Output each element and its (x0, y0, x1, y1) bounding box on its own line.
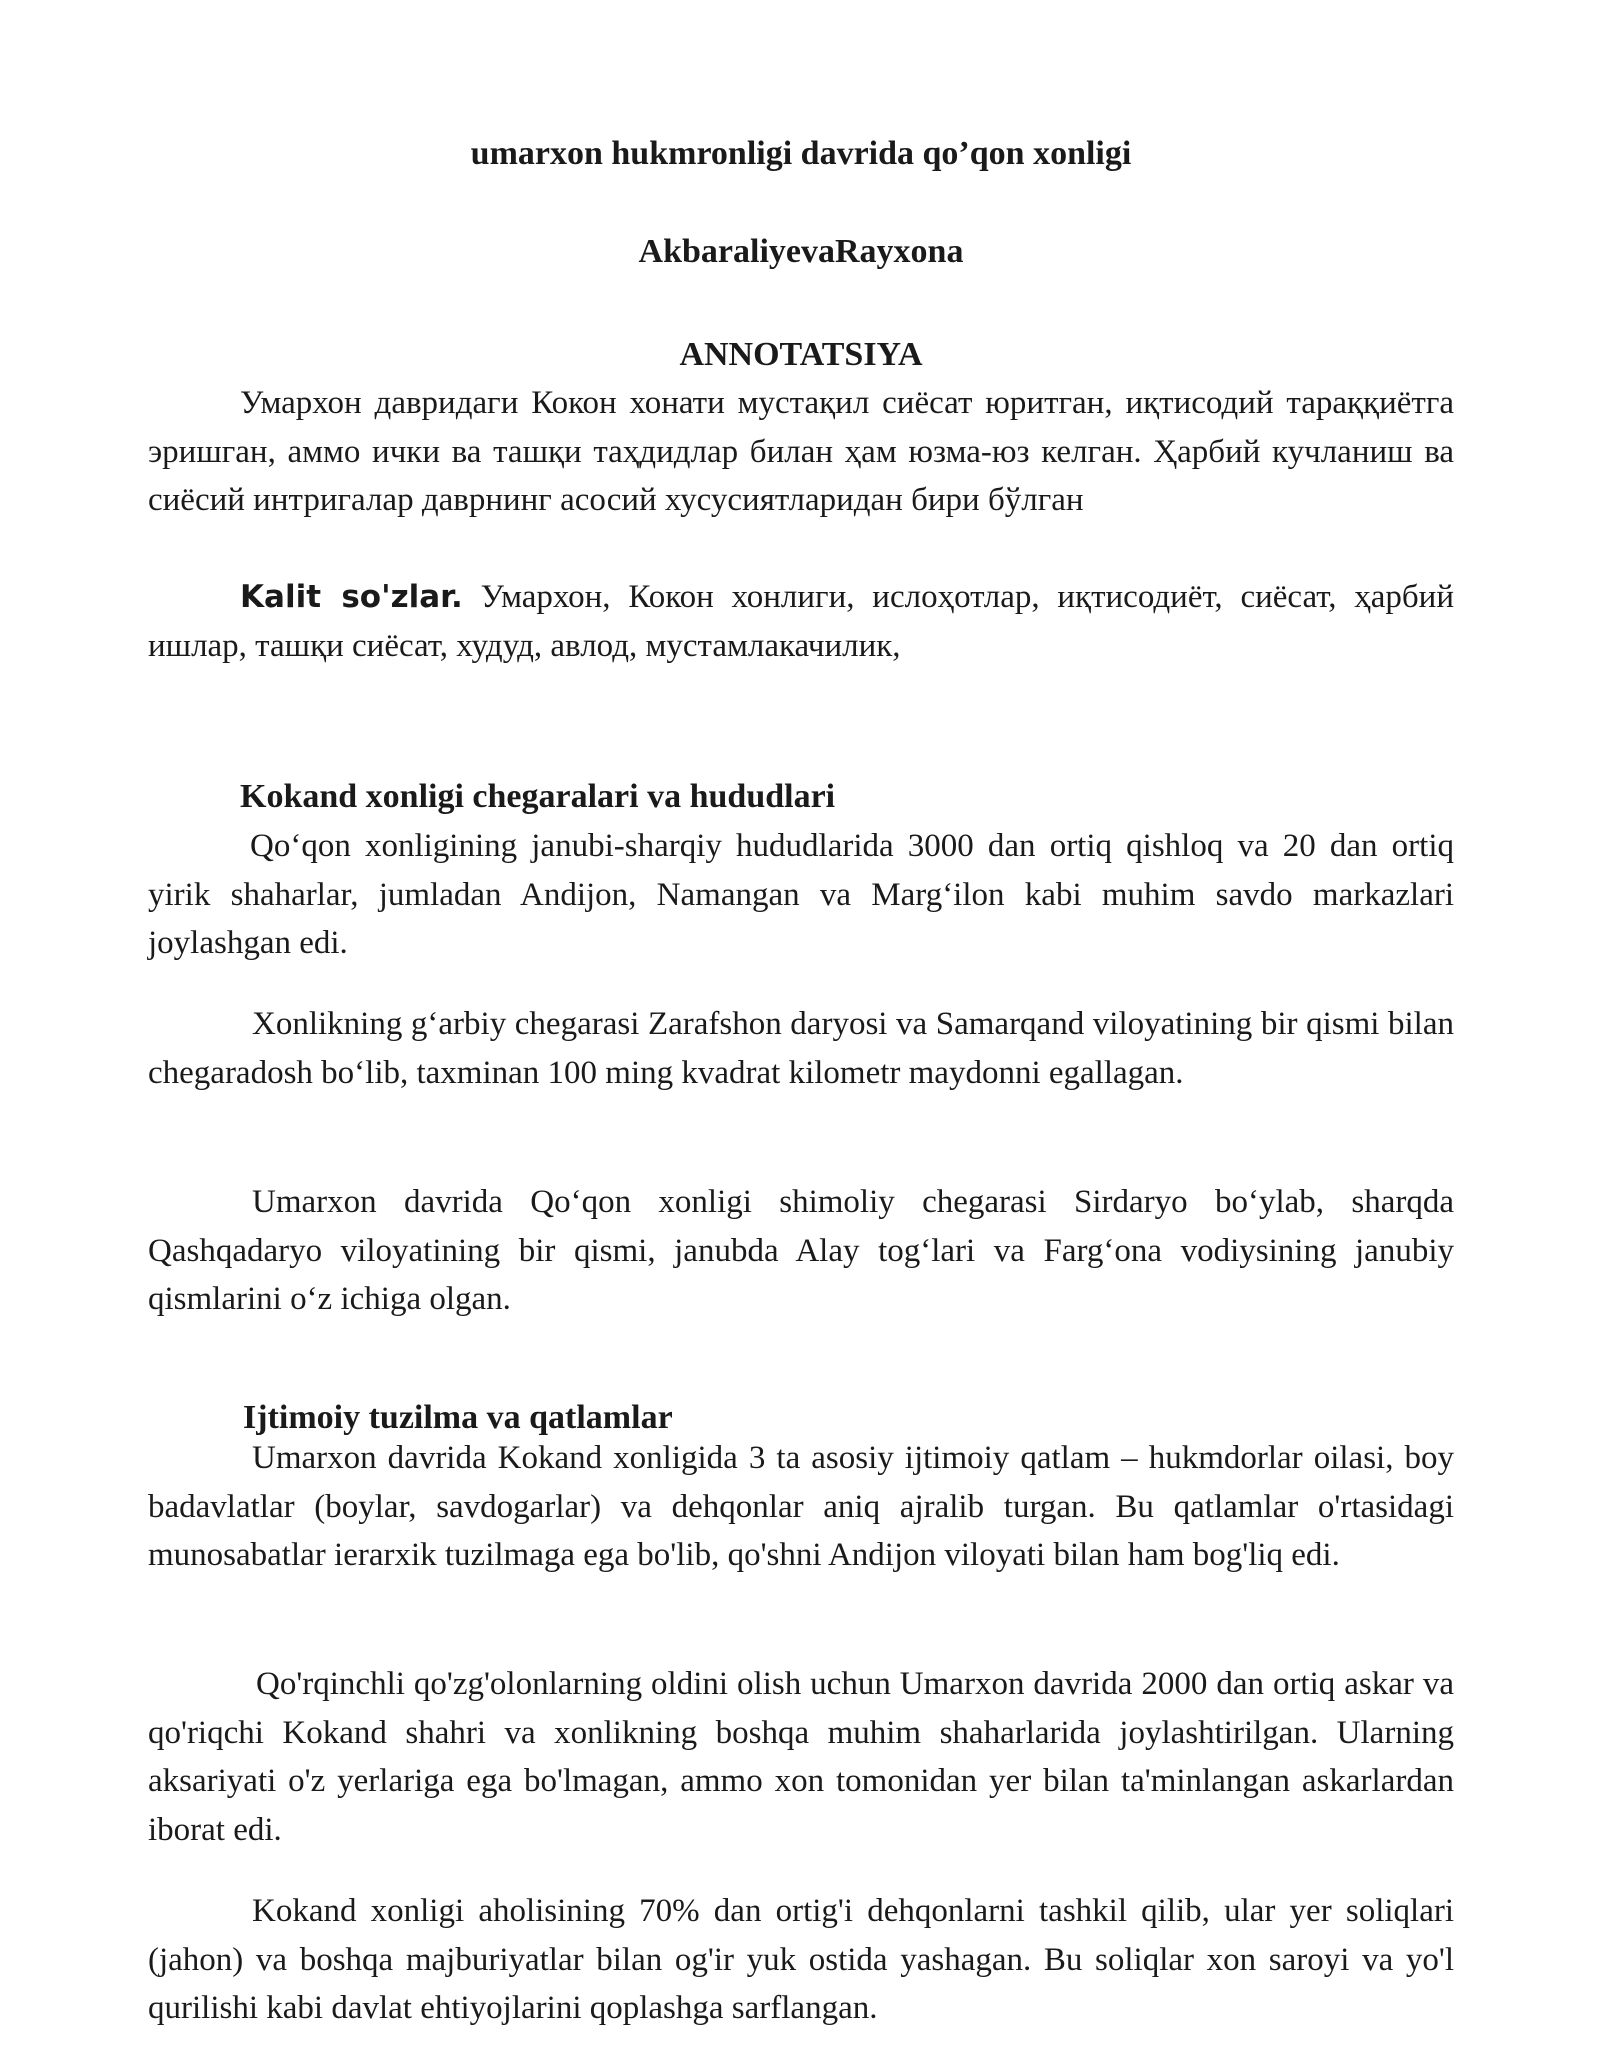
section-heading-social: Ijtimoiy tuzilma va qatlamlar (243, 1399, 673, 1436)
annotation-heading: ANNOTATSIYA (679, 336, 923, 373)
section-heading-borders: Kokand xonligi chegaralari va hududlari (240, 778, 836, 815)
section1-paragraph-3: Umarxon davrida Qo‘qon xonligi shimoliy chegarasi Sirdaryo bo‘ylab, sharqda Qashqadaryo viloyatining bir qismi, janubda Alay tog‘lari va Farg‘ona vodiysining janubiy qismlarini o‘z ichiga olgan. (148, 1184, 1454, 1317)
keywords-text: Умархон, Кокон хонлиги, ислоҳотлар, иқтисодиёт, сиёсат, ҳарбий ишлар, ташқи сиёсат, худуд, авлод, мустамлакачилик, (148, 579, 1454, 664)
keywords-paragraph (148, 573, 1454, 670)
keywords-label: Kalit so'zlar. (240, 579, 463, 615)
annotation-paragraph: Умархон давридаги Кокон хонати мустақил сиёсат юритган, иқтисодий тараққиётга эришган, аммо ички ва ташқи таҳдидлар билан ҳам юзма-юз келган. Ҳарбий кучланиш ва сиёсий интригалар даврнинг асосий хусусиятларидан бири бўлган (148, 385, 1454, 518)
section1-paragraph-2: Xonlikning g‘arbiy chegarasi Zarafshon daryosi va Samarqand viloyatining bir qismi bilan chegaradosh bo‘lib, taxminan 100 ming kvadrat kilometr maydonni egallagan. (148, 1006, 1454, 1091)
section1-paragraph-1: Qo‘qon xonligining janubi-sharqiy hududlarida 3000 dan ortiq qishloq va 20 dan ortiq yirik shaharlar, jumladan Andijon, Namangan va Marg‘ilon kabi muhim savdo markazlari joylashgan edi. (148, 828, 1454, 961)
section2-paragraph-3: Kokand xonligi aholisining 70% dan ortig'i dehqonlarni tashkil qilib, ular yer soliqlari (jahon) va boshqa majburiyatlar bilan og'ir yuk ostida yashagan. Bu soliqlar xon saroyi va yo'l qurilishi kabi davlat ehtiyojlarini qoplashga sarflangan. (148, 1893, 1454, 2026)
section2-paragraph-1: Umarxon davrida Kokand xonligida 3 ta asosiy ijtimoiy qatlam – hukmdorlar oilasi, boy badavlatlar (boylar, savdogarlar) va dehqonlar aniq ajralib turgan. Bu qatlamlar o'rtasidagi munosabatlar ierarxik tuzilmaga ega bo'lib, qo'shni Andijon viloyati bilan ham bog'liq edi. (148, 1440, 1454, 1573)
document-title: umarxon hukmronligi davrida qo’qon xonligi (470, 135, 1132, 172)
section2-paragraph-2: Qo'rqinchli qo'zg'olonlarning oldini olish uchun Umarxon davrida 2000 dan ortiq askar va qo'riqchi Kokand shahri va xonlikning boshqa muhim shaharlarida joylashtirilgan. Ularning aksariyati o'z yerlariga ega bo'lmagan, ammo xon tomonidan yer bilan ta'minlangan askarlardan iborat edi. (148, 1666, 1454, 1848)
author-name: AkbaraliyevaRayxona (638, 233, 964, 270)
